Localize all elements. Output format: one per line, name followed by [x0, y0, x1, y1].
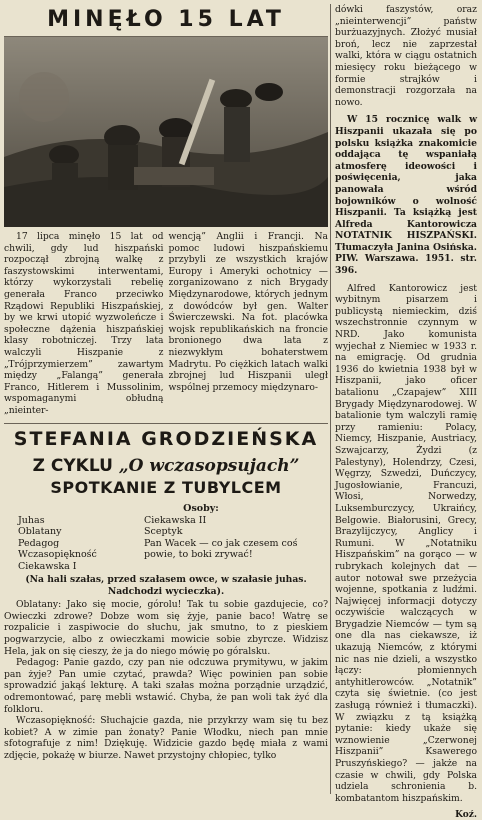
war-photo: [4, 37, 328, 227]
article-text-right-1: dówki faszystów, oraz „nieinterwencji” państw burżuazyjnych. Złożyć musiał broń, lecz nie zaprzestał walki, która w ciągu ostatnich miesięcy roku bieżącego w formie strajków i demonstracji rozgorzała na nowo.: [335, 4, 477, 108]
column-divider: [330, 4, 331, 794]
scene-paragraph: Oblatany: Jako się mocie, górolu! Tak tu sobie gazdujecie, co? Owieczki zdrowe? Dobze wom się żyje, panie baco! Watrę se rozpalicie i zaspiwocie do słuchu, jak smutno, to z pieskiem pogwarzycie, albo z owieczkami mowicie sobie zbyrcze. Widzisz Hela, jak on się cieszy, że ja do niego mówię po góralsku.: [4, 599, 328, 657]
person-name: Sceptyk: [144, 526, 183, 537]
story-title: SPOTKANIE Z TUBYLCEM: [50, 477, 282, 497]
story-cycle: [4, 456, 328, 476]
article-columns: [4, 231, 328, 417]
story-author: STEFANIA GRODZIEŃSKA: [13, 427, 319, 450]
persons-left-column: [4, 515, 144, 573]
stage-direction: (Na hali szałas, przed szałasem owce, w szałasie juhas. Nadchodzi wycieczka).: [25, 574, 307, 597]
article-column-1: [4, 231, 164, 417]
article-signature: Koź.: [455, 810, 477, 820]
persons-right-column: [144, 515, 328, 573]
person-name: Ciekawska I: [18, 560, 77, 572]
left-section: [4, 4, 328, 762]
persons-header: Osoby:: [183, 502, 219, 514]
person-name: Oblatany: [18, 526, 62, 537]
person-name: Ciekawska II: [144, 514, 207, 526]
article-text-col1: 17 lipca minęło 15 lat od chwili, gdy lud hiszpański rozpoczął zbrojną walkę z faszystowskimi interwentami, którzy wykorzystali rebelię generała Franco przeciwko Rządowi Republiki Hiszpańskiej, by we krwi utopić wyzwoleńcze i społeczne dążenia hiszpańskiej klasy robotniczej. Trzy lata walczyli Hiszpanie z „Trójprzymierzem” zawartym między „Falangą” generała Franco, Hitlerem i Mussolinim, wspomaganymi obłudną „nieinter-: [4, 231, 164, 416]
article-column-2: [169, 231, 329, 417]
scene-paragraph: Pedagog: Panie gazdo, czy pan nie odczuwa prymitywu, w jakim pan żyje? Pan umie czytać, prawda? Więc powinien pan sobie sprowadzić jakąś lekturę. A taki szałas można porządnie urządzić, odremontować, parę mebli wstawić. Chyba, że pan woli tak żyć dla folkloru.: [4, 657, 328, 715]
person-name: Pan Wacek — co jak czesem coś powie, to boki zrywać!: [144, 537, 298, 560]
section-divider: [4, 423, 328, 424]
article-text-right-2: W 15 rocznicę walk w Hiszpanii ukazała się po polsku książka znakomicie oddająca tę wspaniałą atmosferę ideowości i poświęcenia, jaka panowała wśród bojowników o wolność Hiszpanii. Ta książką jest Alfreda Kantorowicza NOTATNIK HISZPAŃSKI. Tłumaczyła Janina Osińska. PIW. Warszawa. 1951. str. 396.: [335, 114, 477, 277]
person-name: Wczasopiękność: [18, 549, 97, 560]
article-text-right-3: Alfred Kantorowicz jest wybitnym pisarzem i publicystą niemieckim, dziś wszechstronnie czynnym w NRD. Jako komunista wyjechał z Niemiec w 1933 r. na emigrację. Od grudnia 1936 do kwietnia 1938 był w Hiszpanii, jako oficer batalionu „Czapajew” XIII Brygady Międzynarodowej. W batalionie tym walczyli ramię przy ramieniu: Polacy, Niemcy, Hiszpanie, Austriacy, Szwajcarzy, Żydzi (z Palestyny), Holendrzy, Czesi, Węgrzy, Szwedzi, Duńczycy, Jugosłowianie, Francuzi, Włosi, Norwedzy, Luksemburczycy, Ukraińcy, Belgowie. Białorusini, Grecy, Brazylijczycy, Anglicy i Rumuni. W „Notatniku Hiszpańskim” na gorąco — w rubrykach kolejnych dat — autor notował swe przeżycia wojenne, spotkania z ludźmi. Najwięcej informacji dotyczy oczywiście walczących w Brygadzie Niemców — tym są one dla nas ciekawsze, iż ukazują Niemców, z którymi nic nas nie dzieli, a wszystko łączy: płomiennych antyhitlerowców. „Notatnik” czyta się świetnie. (co jest zasługą również i tłumaczki). W związku z tą książką pytanie: kiedy ukaże się wznowienie „Czerwonej Hiszpanii” Ksawerego Pruszyńskiego? — jakże na czasie w chwili, gdy Polska udziela schronienia b. kombatantom hiszpańskim.: [335, 282, 477, 804]
article-headline: MINĘŁO 15 LAT: [4, 4, 328, 37]
scene-paragraph: Wczasopiękność: Słuchajcie gazda, nie przykrzy wam się tu bez kobiet? A w zimie pan żonaty? Panie Włodku, niech pan mnie sfotografuje z nim! Dziękuję. Widzicie gazdo będę miała z wami zdjęcie, pokażę w biurze. Nawet przystojny chłopiec, tylko: [4, 715, 328, 761]
soldiers-photo-illustration: [4, 37, 328, 227]
article-text-col2: wencją” Anglii i Francji. Na pomoc ludowi hiszpańskiemu przybyli ze wszystkich krajów Europy i Ameryki ochotnicy — zorganizowano z nich Brygady Międzynarodowe, których jednym z dowódców był gen. Walter Świerczewski. Na fot. placówka wojsk republikańskich na froncie bronionego dwa lata z niezwykłym bohaterstwem Madrytu. Po ciężkich latach walki zbrojnej lud Hiszpanii uległ wspólnej przemocy międzynaro-: [168, 231, 328, 393]
person-name: Pedagog: [18, 537, 60, 549]
cycle-title: „O wczasopsujach”: [118, 455, 300, 476]
right-column: [335, 4, 477, 820]
cycle-prefix: Z CYKLU: [32, 455, 113, 476]
person-name: Juhas: [18, 514, 45, 526]
persons-list: [4, 515, 328, 573]
